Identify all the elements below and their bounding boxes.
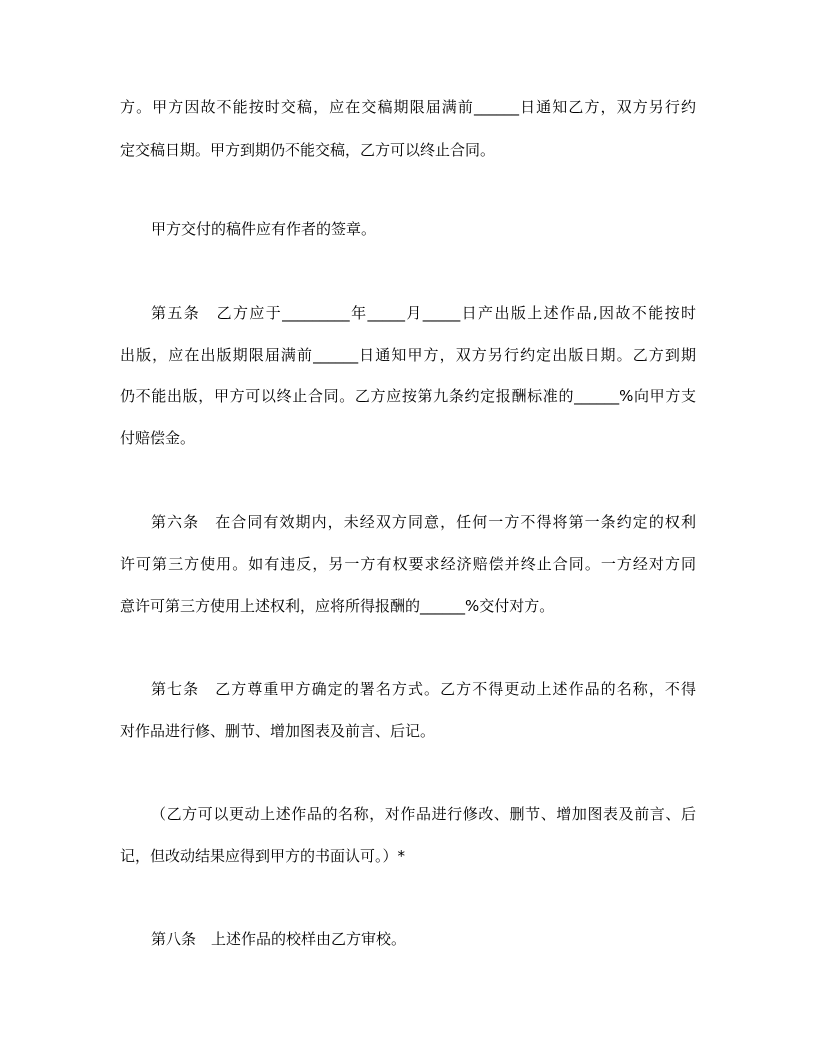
text-line: 付赔偿金。 — [120, 429, 196, 447]
text-line: 第六条 在合同有效期内，未经双方同意，任何一方不得将第一条约定的权利 — [151, 513, 696, 531]
text-line: （乙方可以更动上述作品的名称，对作品进行修改、删节、增加图表及前言、后 — [151, 805, 696, 823]
text-line: 第八条 上述作品的校样由乙方审校。 — [151, 930, 407, 948]
text-line: 第七条 乙方尊重甲方确定的署名方式。乙方不得更动上述作品的名称，不得 — [151, 680, 696, 698]
text-line: 出版，应在出版期限届满前______日通知甲方，双方另行约定出版日期。乙方到期 — [120, 346, 696, 364]
text-line: 对作品进行修、删节、增加图表及前言、后记。 — [120, 722, 436, 740]
text-line: 意许可第三方使用上述权利，应将所得报酬的______%交付对方。 — [120, 597, 555, 615]
text-line: 记，但改动结果应得到甲方的书面认可。）* — [120, 847, 406, 865]
text-line: 许可第三方使用。如有违反，另一方有权要求经济赔偿并终止合同。一方经对方同 — [120, 555, 696, 573]
text-line: 第五条 乙方应于_________年_____月_____日产出版上述作品,因故不能按时 — [151, 304, 696, 322]
text-line: 定交稿日期。甲方到期仍不能交稿，乙方可以终止合同。 — [120, 141, 496, 159]
text-line: 方。甲方因故不能按时交稿，应在交稿期限届满前______日通知乙方，双方另行约 — [120, 98, 696, 116]
text-line: 甲方交付的稿件应有作者的签章。 — [151, 220, 377, 238]
text-line: 仍不能出版，甲方可以终止合同。乙方应按第九条约定报酬标准的______%向甲方支 — [120, 387, 696, 405]
